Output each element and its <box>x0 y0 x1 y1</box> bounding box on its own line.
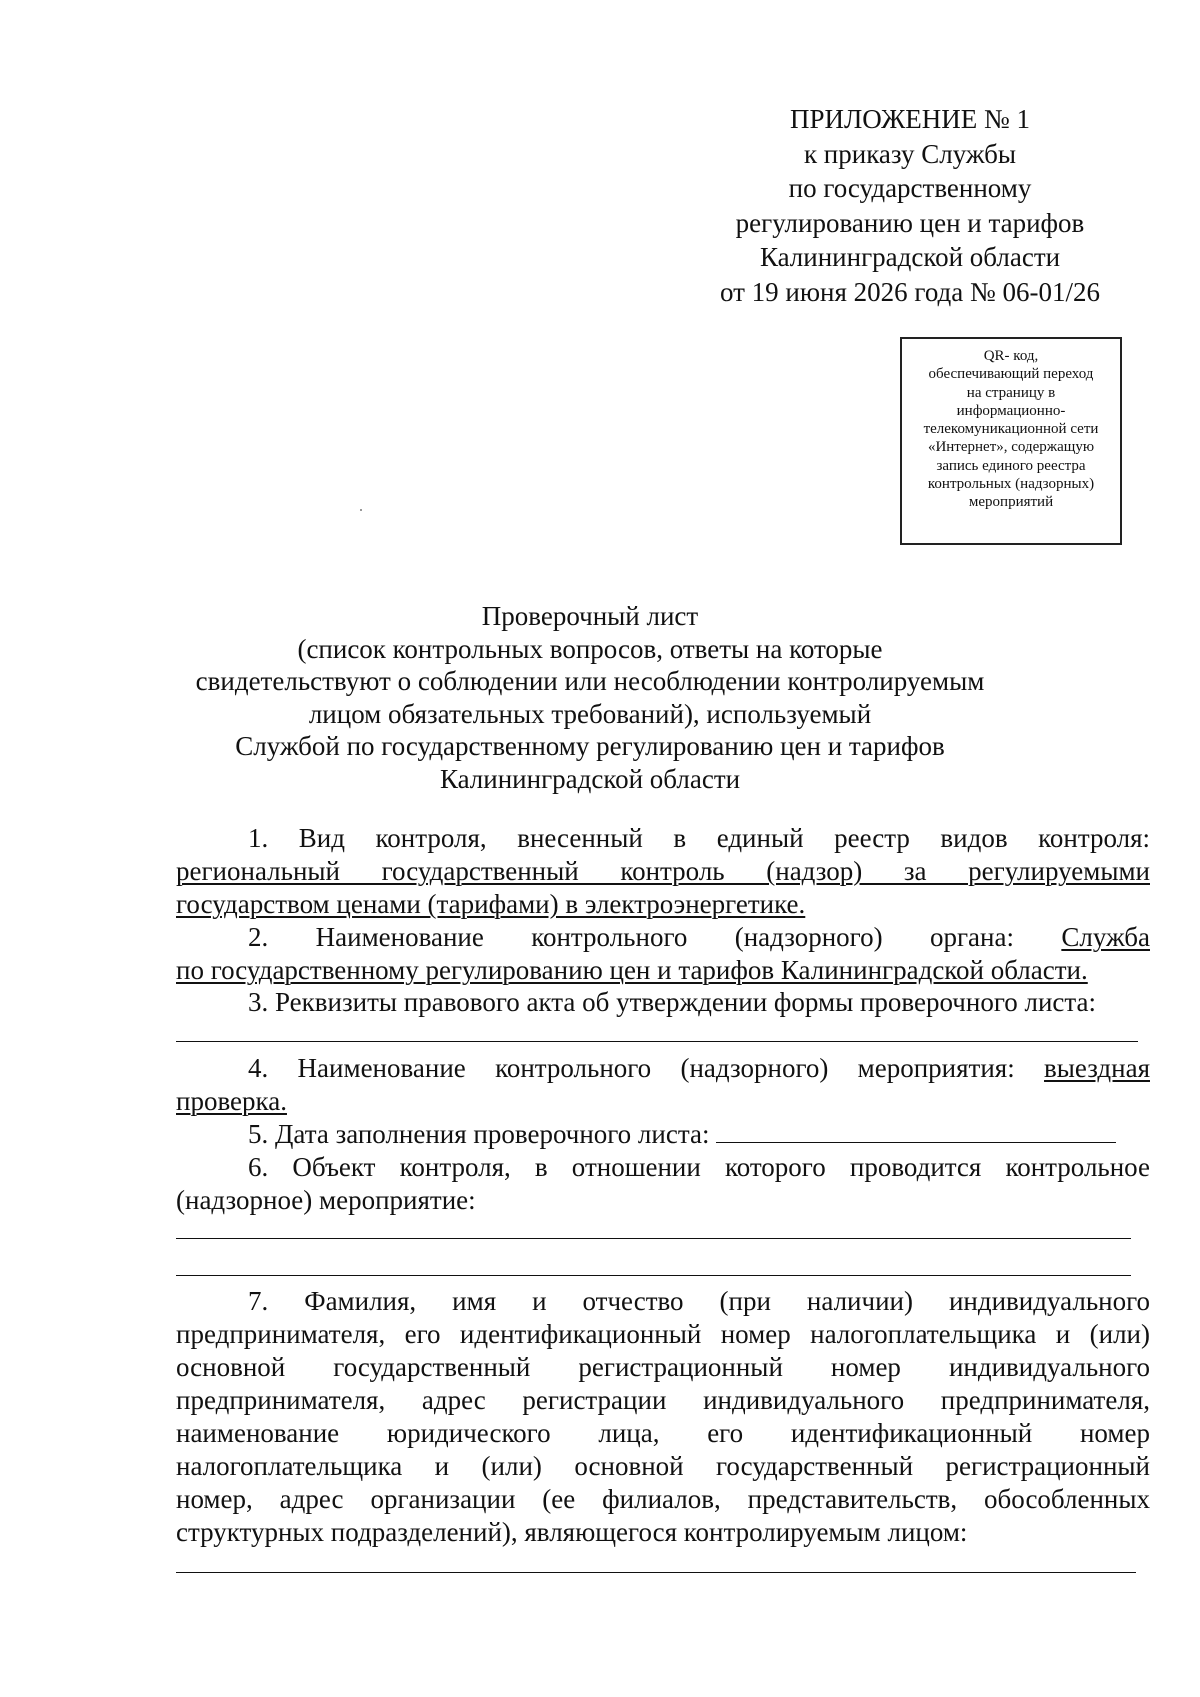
qr-placeholder-line: «Интернет», содержащую <box>927 439 1095 456</box>
appendix-line: к приказу Службы <box>803 138 1017 169</box>
item-2-value: Служба <box>1061 922 1150 952</box>
item-5-row <box>176 1118 1150 1150</box>
appendix-line: ПРИЛОЖЕНИЕ № 1 <box>789 104 1031 134</box>
title-line: Службой по государственному регулированию цен и тарифов <box>235 731 945 762</box>
title-line: лицом обязательных требований), используемый <box>308 698 872 729</box>
appendix-line: от 19 июня 2026 года № 06-01/26 <box>719 276 1101 307</box>
title-line: свидетельствуют о соблюдении или несоблюдении контролируемым <box>195 666 985 697</box>
item-7-line: предпринимателя, его идентификационный номер налогоплательщика и (или) <box>176 1319 1150 1349</box>
item-1-value-row1 <box>176 855 1150 887</box>
appendix-line: регулированию цен и тарифов <box>735 207 1085 238</box>
item-4-label: 4. Наименование контрольного (надзорного) мероприятия: <box>248 1053 1015 1083</box>
item-2-value: по государственному регулированию цен и тарифов Калининградской области. <box>176 955 1088 985</box>
item-7-line: налогоплательщика и (или) основной государственный регистрационный <box>176 1451 1150 1481</box>
item-1-value-row2 <box>176 888 1150 920</box>
item-7-line: 7. Фамилия, имя и отчество (при наличии) индивидуального <box>248 1286 1150 1316</box>
title-line: (список контрольных вопросов, ответы на которые <box>297 633 883 664</box>
qr-placeholder-line: на страницу в <box>966 384 1056 401</box>
item-7-line: основной государственный регистрационный номер индивидуального <box>176 1352 1150 1382</box>
qr-placeholder-line: QR- код, <box>983 348 1039 364</box>
item-6-fill-line[interactable] <box>176 1275 1131 1276</box>
item-7-line: структурных подразделений), являющегося контролируемым лицом: <box>176 1517 968 1547</box>
item-4-value: проверка. <box>176 1086 287 1116</box>
item-4-value: выездная <box>1044 1053 1150 1083</box>
item-3-fill-line[interactable] <box>176 1041 1138 1042</box>
item-1-label: 1. Вид контроля, внесенный в единый реестр видов контроля: <box>248 823 1150 853</box>
appendix-header <box>650 102 1170 309</box>
item-2-label: 2. Наименование контрольного (надзорного) органа: <box>248 922 1014 952</box>
title-line: Проверочный лист <box>481 601 699 631</box>
item-5-date-field[interactable] <box>716 1120 1116 1143</box>
document-title <box>150 600 1030 796</box>
item-1-value: региональный государственный контроль (надзор) за регулируемыми <box>176 856 1150 886</box>
item-7-line: наименование юридического лица, его идентификационный номер <box>176 1418 1150 1448</box>
item-6-label: 6. Объект контроля, в отношении которого проводится контрольное <box>248 1152 1150 1182</box>
qr-code-placeholder <box>900 337 1122 545</box>
title-line: Калининградской области <box>439 763 741 794</box>
qr-placeholder-line: мероприятий <box>968 494 1054 511</box>
appendix-line: Калининградской области <box>759 242 1061 272</box>
item-6-fill-line[interactable] <box>176 1238 1131 1239</box>
item-5-label: 5. Дата заполнения проверочного листа: <box>248 1119 710 1149</box>
qr-placeholder-line: телекомуникационной сети <box>923 421 1099 438</box>
item-7-line: номер, адрес организации (ее филиалов, представительств, обособленных <box>176 1484 1150 1514</box>
item-7-fill-line[interactable] <box>176 1572 1136 1573</box>
qr-placeholder-line: обеспечивающий переход <box>928 366 1094 383</box>
qr-placeholder-line: запись единого реестра <box>936 457 1086 474</box>
item-7-line: предпринимателя, адрес регистрации индивидуального предпринимателя, <box>176 1385 1150 1415</box>
item-1-value: государством ценами (тарифами) в электроэнергетике. <box>176 889 806 919</box>
item-4-row1 <box>176 1052 1150 1084</box>
item-4-row2 <box>176 1085 1150 1117</box>
appendix-line: по государственному <box>788 173 1032 203</box>
qr-placeholder-line: информационно- <box>956 402 1066 419</box>
item-2-row2 <box>176 954 1150 986</box>
item-2-row1 <box>176 921 1150 953</box>
item-3-label: 3. Реквизиты правового акта об утверждении формы проверочного листа: <box>248 987 1097 1017</box>
item-6-label-cont: (надзорное) мероприятие: <box>176 1185 476 1215</box>
qr-placeholder-line: контрольных (надзорных) <box>927 476 1095 493</box>
scan-speck <box>360 509 362 511</box>
